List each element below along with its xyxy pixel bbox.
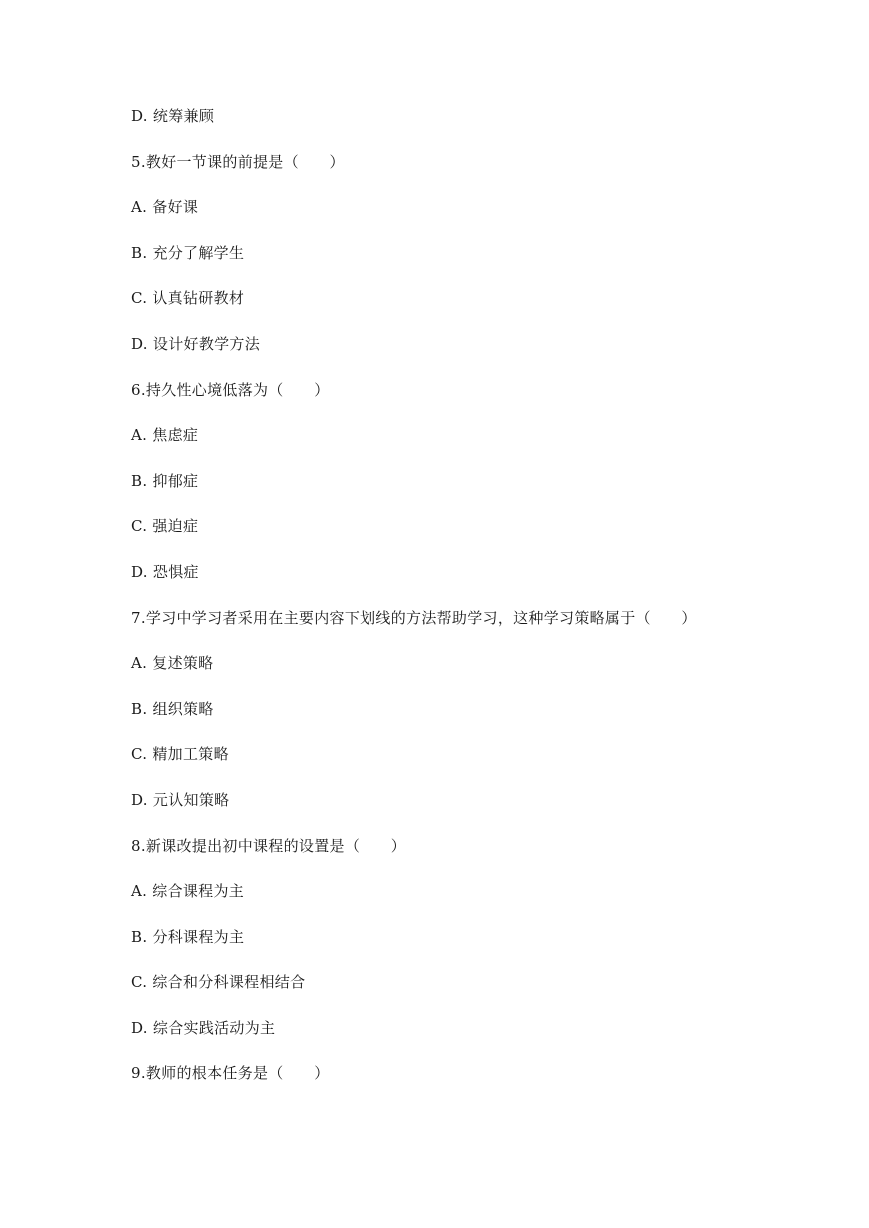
option-d-q4: D. 统筹兼顾 [131,107,215,125]
question-list [131,103,811,1106]
option-d-q7: D. 元认知策略 [131,790,230,809]
option-c-q5: C. 认真钻研教材 [131,289,245,308]
option-c-q6: C. 强迫症 [131,517,199,536]
question-8: 8.新课改提出初中课程的设置是（ ） [131,836,407,855]
option-a-q7: A. 复述策略 [131,654,214,673]
option-a-q6: A. 焦虑症 [131,426,199,445]
option-a-q5: A. 备好课 [131,198,199,217]
question-9: 9.教师的根本任务是（ ） [131,1064,330,1083]
question-7: 7.学习中学习者采用在主要内容下划线的方法帮助学习，这种学习策略属于（ ） [131,608,697,627]
option-b-q7: B. 组织策略 [131,699,214,718]
option-b-q6: B. 抑郁症 [131,471,199,490]
option-c-q8: C. 综合和分科课程相结合 [131,973,306,992]
option-d-q5: D. 设计好教学方法 [131,334,261,353]
option-c-q7: C. 精加工策略 [131,745,229,764]
question-6: 6.持久性心境低落为（ ） [131,380,330,399]
option-d-q8: D. 综合实践活动为主 [131,1018,276,1037]
question-5: 5.教好一节课的前提是（ ） [131,152,345,171]
option-a-q8: A. 综合课程为主 [131,882,245,901]
option-b-q8: B. 分科课程为主 [131,927,245,946]
option-b-q5: B. 充分了解学生 [131,243,245,262]
option-d-q6: D. 恐惧症 [131,562,199,581]
